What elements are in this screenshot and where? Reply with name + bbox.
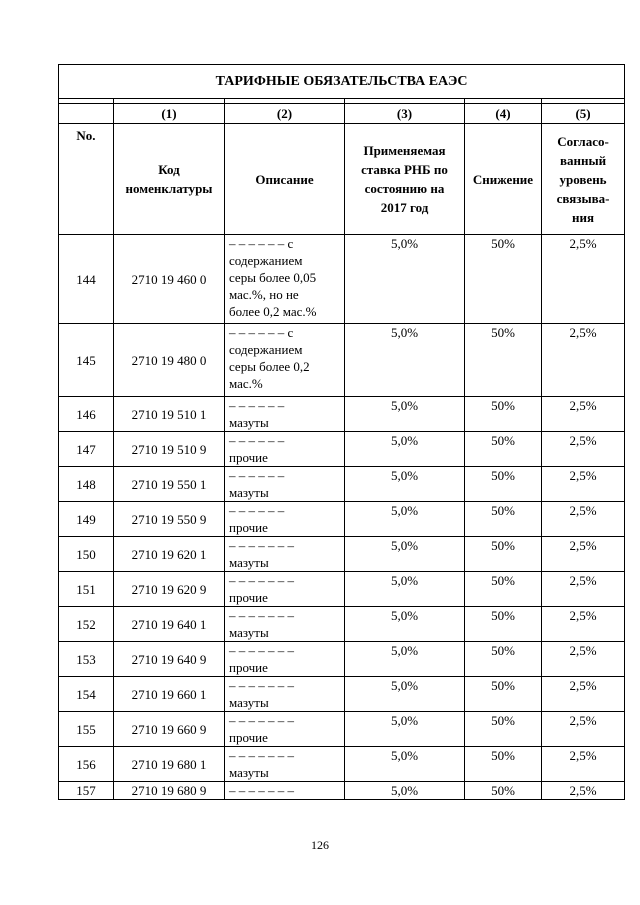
bound-level: 2,5% <box>542 235 625 324</box>
nomenclature-code: 2710 19 480 0 <box>114 324 225 397</box>
bound-level: 2,5% <box>542 467 625 502</box>
description-line: – – – – – – <box>229 398 285 413</box>
applied-rate: 5,0% <box>345 572 465 607</box>
nomenclature-code: 2710 19 640 1 <box>114 607 225 642</box>
description <box>225 467 345 502</box>
reduction: 50% <box>465 324 542 397</box>
applied-rate: 5,0% <box>345 747 465 782</box>
applied-rate: 5,0% <box>345 432 465 467</box>
bound-level: 2,5% <box>542 782 625 800</box>
table-row <box>59 642 625 677</box>
applied-rate: 5,0% <box>345 502 465 537</box>
description <box>225 397 345 432</box>
description-line: – – – – – – – <box>229 713 294 728</box>
description-line: – – – – – – – <box>229 538 294 553</box>
header-bound-line: уровень <box>559 171 607 187</box>
table-row <box>59 712 625 747</box>
applied-rate: 5,0% <box>345 324 465 397</box>
table-row <box>59 537 625 572</box>
table-row <box>59 235 625 324</box>
applied-rate: 5,0% <box>345 467 465 502</box>
row-number: 147 <box>59 432 114 467</box>
applied-rate: 5,0% <box>345 677 465 712</box>
bound-level: 2,5% <box>542 747 625 782</box>
description-line: прочие <box>229 520 268 535</box>
description-line: – – – – – – <box>229 468 285 483</box>
reduction: 50% <box>465 572 542 607</box>
header-no: No. <box>59 124 114 235</box>
nomenclature-code: 2710 19 510 9 <box>114 432 225 467</box>
description-line: мазуты <box>229 765 269 780</box>
description <box>225 677 345 712</box>
row-number: 144 <box>59 235 114 324</box>
description <box>225 712 345 747</box>
row-number: 156 <box>59 747 114 782</box>
description-line: серы более 0,2 <box>229 359 310 374</box>
table-row <box>59 432 625 467</box>
nomenclature-code: 2710 19 640 9 <box>114 642 225 677</box>
applied-rate: 5,0% <box>345 537 465 572</box>
bound-level: 2,5% <box>542 677 625 712</box>
applied-rate: 5,0% <box>345 235 465 324</box>
column-number-3: (3) <box>345 104 465 124</box>
description-line: – – – – – – – <box>229 783 294 798</box>
bound-level: 2,5% <box>542 537 625 572</box>
bound-level: 2,5% <box>542 397 625 432</box>
nomenclature-code: 2710 19 460 0 <box>114 235 225 324</box>
description-line: мас.% <box>229 376 263 391</box>
reduction: 50% <box>465 397 542 432</box>
description-line: мазуты <box>229 555 269 570</box>
header-rate <box>345 124 465 235</box>
applied-rate: 5,0% <box>345 607 465 642</box>
description-line: мазуты <box>229 485 269 500</box>
nomenclature-code: 2710 19 680 1 <box>114 747 225 782</box>
table-row <box>59 677 625 712</box>
description-line: – – – – – – <box>229 433 285 448</box>
description-line: мас.%, но не <box>229 287 299 302</box>
reduction: 50% <box>465 712 542 747</box>
header-description: Описание <box>225 124 345 235</box>
description-line: – – – – – – с <box>229 325 294 340</box>
nomenclature-code: 2710 19 620 9 <box>114 572 225 607</box>
table-row <box>59 782 625 800</box>
applied-rate: 5,0% <box>345 397 465 432</box>
applied-rate: 5,0% <box>345 712 465 747</box>
nomenclature-code: 2710 19 660 9 <box>114 712 225 747</box>
description-line: содержанием <box>229 253 303 268</box>
reduction: 50% <box>465 607 542 642</box>
header-reduction: Снижение <box>465 124 542 235</box>
reduction: 50% <box>465 235 542 324</box>
header-rate-line: ставка РНБ по <box>361 162 448 177</box>
description-line: – – – – – – с <box>229 236 294 251</box>
table-row <box>59 572 625 607</box>
row-number: 157 <box>59 782 114 800</box>
description <box>225 502 345 537</box>
bound-level: 2,5% <box>542 324 625 397</box>
header-rate-line: 2017 год <box>380 200 429 215</box>
reduction: 50% <box>465 432 542 467</box>
bound-level: 2,5% <box>542 572 625 607</box>
bound-level: 2,5% <box>542 432 625 467</box>
header-rate-line: Применяемая <box>363 143 446 158</box>
column-number-4: (4) <box>465 104 542 124</box>
header-rate-line: состоянию на <box>364 181 445 196</box>
reduction: 50% <box>465 467 542 502</box>
header-code-line: номенклатуры <box>125 181 213 196</box>
description-line: – – – – – – – <box>229 678 294 693</box>
reduction: 50% <box>465 642 542 677</box>
row-number: 146 <box>59 397 114 432</box>
description <box>225 607 345 642</box>
bound-level: 2,5% <box>542 607 625 642</box>
bound-level: 2,5% <box>542 642 625 677</box>
header-code <box>114 124 225 235</box>
nomenclature-code: 2710 19 510 1 <box>114 397 225 432</box>
column-number-2: (2) <box>225 104 345 124</box>
bound-level: 2,5% <box>542 502 625 537</box>
header-code-line: Код <box>158 162 180 177</box>
row-number: 148 <box>59 467 114 502</box>
table-title: ТАРИФНЫЕ ОБЯЗАТЕЛЬСТВА ЕАЭС <box>59 65 625 99</box>
column-number-1: (1) <box>114 104 225 124</box>
table-row <box>59 324 625 397</box>
reduction: 50% <box>465 677 542 712</box>
column-number-5: (5) <box>542 104 625 124</box>
nomenclature-code: 2710 19 680 9 <box>114 782 225 800</box>
description-line: прочие <box>229 450 268 465</box>
description-line: – – – – – – – <box>229 608 294 623</box>
row-number: 153 <box>59 642 114 677</box>
description <box>225 642 345 677</box>
table-row <box>59 467 625 502</box>
table-row <box>59 607 625 642</box>
reduction: 50% <box>465 502 542 537</box>
description-line: – – – – – – – <box>229 573 294 588</box>
description <box>225 782 345 800</box>
reduction: 50% <box>465 747 542 782</box>
description-line: – – – – – – <box>229 503 285 518</box>
applied-rate: 5,0% <box>345 642 465 677</box>
nomenclature-code: 2710 19 550 9 <box>114 502 225 537</box>
nomenclature-code: 2710 19 660 1 <box>114 677 225 712</box>
row-number: 152 <box>59 607 114 642</box>
description <box>225 572 345 607</box>
column-number-empty <box>59 104 114 124</box>
row-number: 155 <box>59 712 114 747</box>
row-number: 150 <box>59 537 114 572</box>
header-bound-line: ния <box>572 209 595 225</box>
bound-level: 2,5% <box>542 712 625 747</box>
description <box>225 432 345 467</box>
header-bound-level <box>542 124 625 235</box>
description-line: – – – – – – – <box>229 748 294 763</box>
reduction: 50% <box>465 537 542 572</box>
table-row <box>59 747 625 782</box>
description <box>225 537 345 572</box>
description <box>225 324 345 397</box>
table-row <box>59 397 625 432</box>
header-bound-line: ванный <box>559 152 607 168</box>
row-number: 149 <box>59 502 114 537</box>
description-line: содержанием <box>229 342 303 357</box>
table-row <box>59 502 625 537</box>
description-line: – – – – – – – <box>229 643 294 658</box>
row-number: 154 <box>59 677 114 712</box>
description <box>225 747 345 782</box>
description-line: прочие <box>229 660 268 675</box>
description-line: прочие <box>229 590 268 605</box>
row-number: 151 <box>59 572 114 607</box>
description <box>225 235 345 324</box>
description-line: мазуты <box>229 695 269 710</box>
header-bound-line: Согласо- <box>557 133 609 149</box>
row-number: 145 <box>59 324 114 397</box>
title-row <box>59 65 625 99</box>
nomenclature-code: 2710 19 550 1 <box>114 467 225 502</box>
description-line: мазуты <box>229 625 269 640</box>
description-line: серы более 0,05 <box>229 270 317 285</box>
column-number-row <box>59 104 625 124</box>
nomenclature-code: 2710 19 620 1 <box>114 537 225 572</box>
applied-rate: 5,0% <box>345 782 465 800</box>
header-row <box>59 124 625 235</box>
header-bound-line: связыва- <box>556 190 610 206</box>
description-line: прочие <box>229 730 268 745</box>
description-line: более 0,2 мас.% <box>229 304 317 319</box>
tariff-table <box>58 64 625 800</box>
description-line: мазуты <box>229 415 269 430</box>
reduction: 50% <box>465 782 542 800</box>
page-number: 126 <box>311 838 329 852</box>
